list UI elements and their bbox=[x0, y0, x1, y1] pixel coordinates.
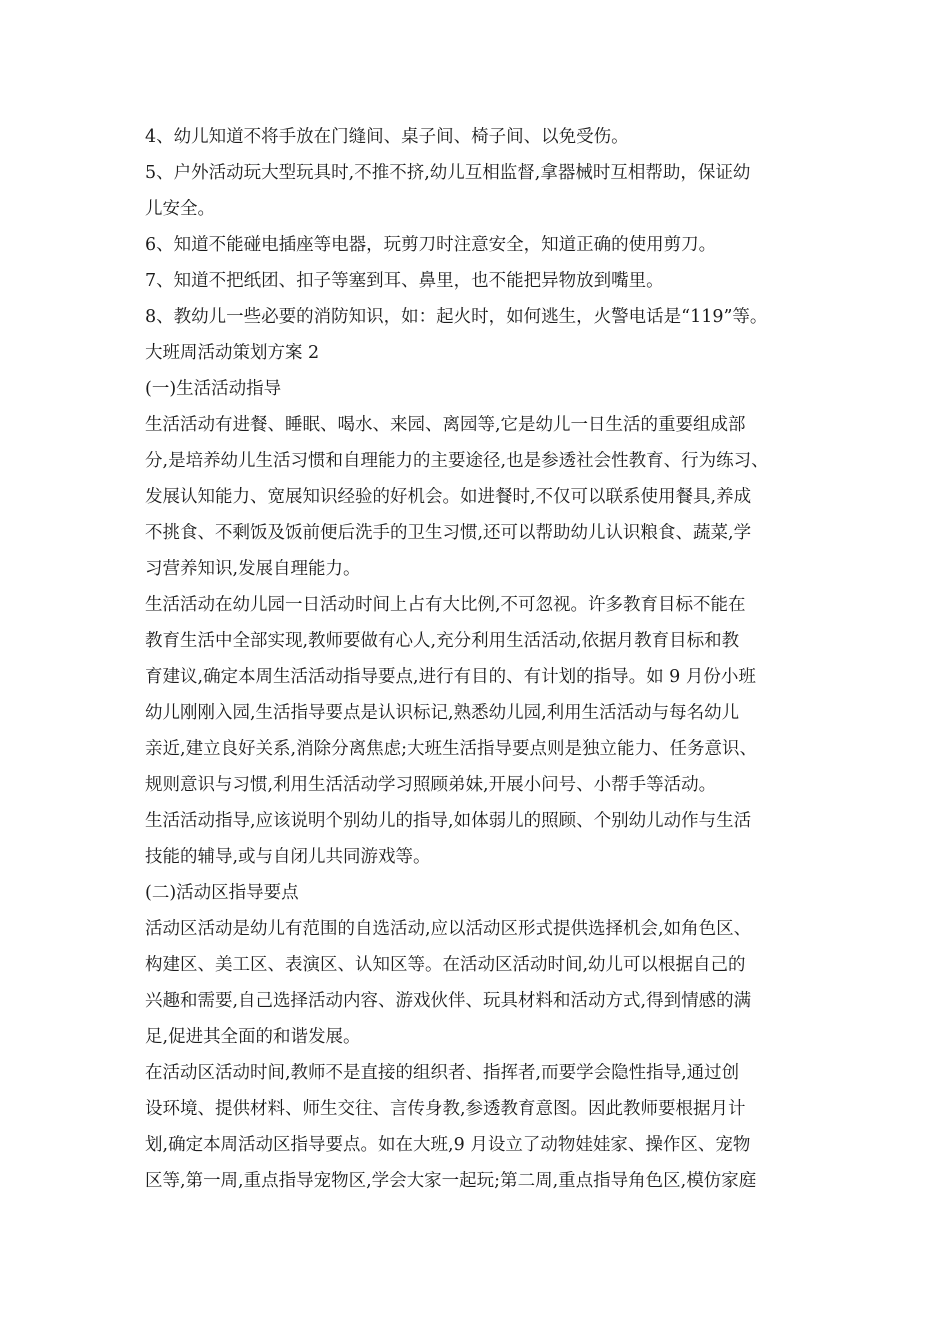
text-line: 6、知道不能碰电插座等电器，玩剪刀时注意安全，知道正确的使用剪刀。 bbox=[145, 235, 717, 255]
text-line: 区等,第一周,重点指导宠物区,学会大家一起玩;第二周,重点指导角色区,模仿家庭 bbox=[145, 1171, 757, 1191]
text-line: 活动区活动是幼儿有范围的自选活动,应以活动区形式提供选择机会,如角色区、 bbox=[145, 919, 752, 939]
text-line: 分,是培养幼儿生活习惯和自理能力的主要途径,也是参透社会性教育、行为练习、 bbox=[145, 451, 769, 471]
text-line: 发展认知能力、宽展知识经验的好机会。如进餐时,不仅可以联系使用餐具,养成 bbox=[145, 487, 752, 507]
text-line: 7、知道不把纸团、扣子等塞到耳、鼻里，也不能把异物放到嘴里。 bbox=[145, 271, 664, 291]
text-line: 兴趣和需要,自己选择活动内容、游戏伙伴、玩具材料和活动方式,得到情感的满 bbox=[145, 991, 752, 1011]
section-title: 大班周活动策划方案 2 bbox=[145, 343, 320, 363]
text-line: 4、幼儿知道不将手放在门缝间、桌子间、椅子间、以免受伤。 bbox=[145, 127, 629, 147]
document-body bbox=[145, 119, 825, 1199]
text-line: 生活活动指导,应该说明个别幼儿的指导,如体弱儿的照顾、个别幼儿动作与生活 bbox=[145, 811, 752, 831]
text-line: 教育生活中全部实现,教师要做有心人,充分利用生活活动,依据月教育目标和教 bbox=[145, 631, 740, 651]
text-line: 生活活动在幼儿园一日活动时间上占有大比例,不可忽视。许多教育目标不能在 bbox=[145, 595, 746, 615]
text-line: 划,确定本周活动区指导要点。如在大班,9 月设立了动物娃娃家、操作区、宠物 bbox=[145, 1135, 751, 1155]
text-line: 儿安全。 bbox=[145, 199, 215, 219]
text-line: 规则意识与习惯,利用生活活动学习照顾弟妹,开展小问号、小帮手等活动。 bbox=[145, 775, 717, 795]
text-line: 8、教幼儿一些必要的消防知识，如：起火时，如何逃生，火警电话是“119”等。 bbox=[145, 307, 768, 327]
text-line: 在活动区活动时间,教师不是直接的组织者、指挥者,而要学会隐性指导,通过创 bbox=[145, 1063, 740, 1083]
text-line: 设环境、提供材料、师生交往、言传身教,参透教育意图。因此教师要根据月计 bbox=[145, 1099, 746, 1119]
text-line: 构建区、美工区、表演区、认知区等。在活动区活动时间,幼儿可以根据自己的 bbox=[145, 955, 746, 975]
text-line: 5、户外活动玩大型玩具时,不推不挤,幼儿互相监督,拿器械时互相帮助，保证幼 bbox=[145, 163, 751, 183]
section-heading: (一)生活活动指导 bbox=[145, 379, 282, 399]
text-line: 生活活动有进餐、睡眠、喝水、来园、离园等,它是幼儿一日生活的重要组成部 bbox=[145, 415, 746, 435]
section-heading: (二)活动区指导要点 bbox=[145, 883, 299, 903]
text-line: 亲近,建立良好关系,消除分离焦虑;大班生活指导要点则是独立能力、任务意识、 bbox=[145, 739, 758, 759]
text-line: 幼儿刚刚入园,生活指导要点是认识标记,熟悉幼儿园,利用生活活动与每名幼儿 bbox=[145, 703, 740, 723]
text-line: 不挑食、不剩饭及饭前便后洗手的卫生习惯,还可以帮助幼儿认识粮食、蔬菜,学 bbox=[145, 523, 752, 543]
text-line: 技能的辅导,或与自闭儿共同游戏等。 bbox=[145, 847, 431, 867]
text-line: 习营养知识,发展自理能力。 bbox=[145, 559, 361, 579]
text-line: 育建议,确定本周生活活动指导要点,进行有目的、有计划的指导。如 9 月份小班 bbox=[145, 667, 756, 687]
text-line: 足,促进其全面的和谐发展。 bbox=[145, 1027, 361, 1047]
